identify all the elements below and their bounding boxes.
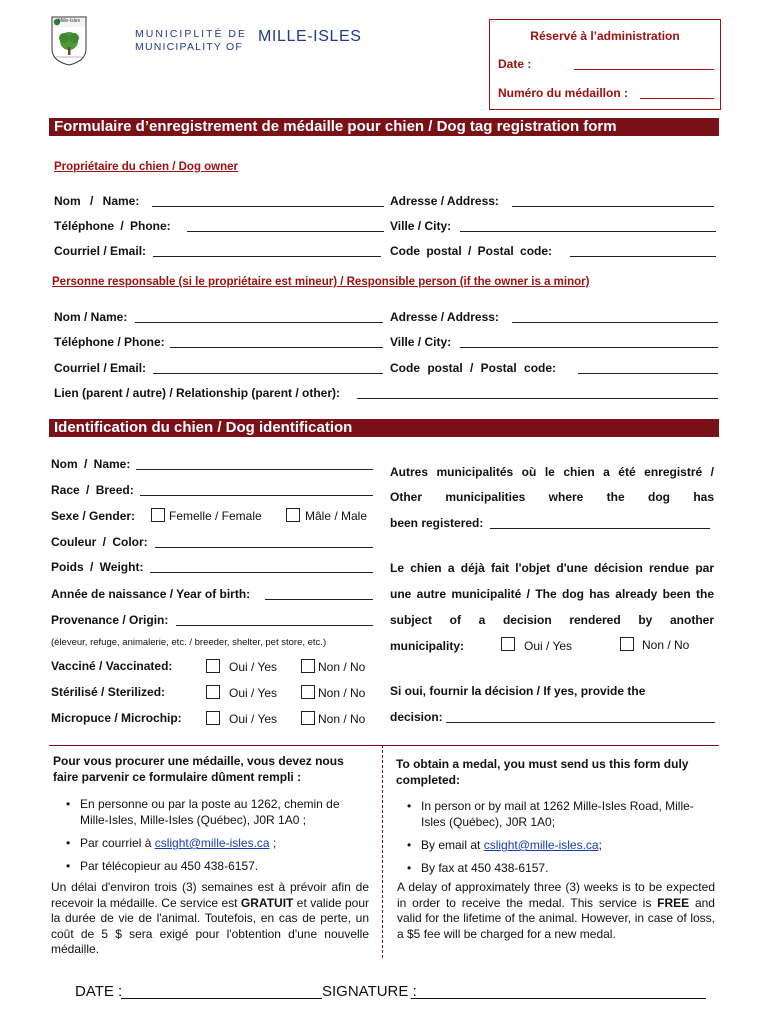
dog-weight-field[interactable] (150, 572, 373, 573)
female-checkbox[interactable] (151, 508, 165, 522)
sterilized-no-label: Non / No (318, 686, 366, 700)
owner-section-title: Propriétaire du chien / Dog owner (54, 161, 239, 173)
resp-phone-label: Téléphone / Phone: (54, 335, 165, 349)
microchip-yes-checkbox[interactable] (206, 711, 220, 725)
owner-email-label: Courriel / Email: (54, 244, 147, 258)
male-checkbox[interactable] (286, 508, 300, 522)
instructions-top-rule (49, 745, 719, 746)
dog-name-field[interactable] (136, 469, 373, 470)
dog-sex-label: Sexe / Gender: (51, 509, 136, 523)
resp-name-field[interactable] (135, 322, 383, 323)
decision-yes-label: Oui / Yes (524, 639, 573, 653)
dog-origin-label: Provenance / Origin: (51, 613, 169, 627)
owner-email-field[interactable] (153, 256, 381, 257)
dog-color-field[interactable] (155, 547, 373, 548)
resp-phone-field[interactable] (170, 347, 383, 348)
date-field[interactable] (121, 998, 322, 999)
logo-caption: Mille-Isles (57, 18, 81, 24)
provide-line2: decision: (390, 710, 443, 724)
dog-section-title: Identification du chien / Dog identification (49, 419, 719, 437)
decision-line4: municipality: (390, 639, 465, 653)
other-muni-field[interactable] (490, 528, 710, 529)
vaccinated-no-checkbox[interactable] (301, 659, 315, 673)
female-label: Femelle / Female (169, 509, 262, 523)
responsible-section-title: Personne responsable (si le propriétaire est mineur) / Responsible person (if the owner is a minor) (52, 276, 590, 288)
provide-line1: Si oui, fournir la décision / If yes, provide the (390, 684, 646, 698)
other-muni-line1: Autres municipalités où le chien a été enregistré / (390, 465, 714, 479)
admin-medal-field[interactable] (640, 98, 714, 99)
signature-field[interactable] (411, 998, 706, 999)
decision-yes-checkbox[interactable] (501, 637, 515, 651)
provide-field[interactable] (446, 722, 715, 723)
resp-email-field[interactable] (153, 373, 383, 374)
decision-line1: Le chien a déjà fait l'objet d'une décision rendue par (390, 561, 714, 575)
resp-address-label: Adresse / Address: (390, 310, 499, 324)
microchip-no-label: Non / No (318, 712, 366, 726)
other-muni-line2: Other municipalities where the dog has (390, 490, 714, 504)
dog-weight-label: Poids / Weight: (51, 560, 144, 574)
resp-city-label: Ville / City: (390, 335, 452, 349)
instructions-fr-item: • Par courriel à cslight@mille-isles.ca ; (64, 835, 364, 851)
other-muni-line3: been registered: (390, 516, 484, 530)
vaccinated-yes-checkbox[interactable] (206, 659, 220, 673)
dog-year-field[interactable] (265, 599, 373, 600)
instructions-en-item: • By fax at 450 438-6157. (405, 860, 705, 876)
male-label: Mâle / Male (305, 509, 368, 523)
resp-email-label: Courriel / Email: (54, 361, 147, 375)
instructions-fr-item: • Par télécopieur au 450 438-6157. (64, 858, 364, 874)
municipality-name: MILLE-ISLES (258, 28, 362, 45)
decision-no-label: Non / No (642, 638, 690, 652)
decision-line2: une autre municipalité / The dog has already been the (390, 587, 714, 601)
dog-origin-note: (éleveur, refuge, animalerie, etc. / breeder, shelter, pet store, etc.) (51, 637, 327, 648)
dog-origin-field[interactable] (176, 625, 373, 626)
sterilized-yes-checkbox[interactable] (206, 685, 220, 699)
vaccinated-label: Vacciné / Vaccinated: (51, 659, 173, 673)
email-link-fr[interactable]: cslight@mille-isles.ca (154, 836, 270, 850)
owner-phone-field[interactable] (187, 231, 384, 232)
owner-city-label: Ville / City: (390, 219, 452, 233)
resp-address-field[interactable] (512, 322, 718, 323)
resp-relationship-label: Lien (parent / autre) / Relationship (parent / other): (54, 386, 341, 400)
sterilized-label: Stérilisé / Sterilized: (51, 685, 166, 699)
email-link-en[interactable]: cslight@mille-isles.ca (483, 838, 599, 852)
signature-label: SIGNATURE : (322, 983, 417, 1000)
dog-year-label: Année de naissance / Year of birth: (51, 587, 251, 601)
municipality-en: MUNICIPALITY OF (135, 41, 244, 53)
instructions-en-heading: To obtain a medal, you must send us this form duly completed: (396, 757, 689, 787)
owner-address-field[interactable] (512, 206, 714, 207)
owner-postal-field[interactable] (570, 256, 716, 257)
instructions-en-paragraph: A delay of approximately three (3) weeks is to be expected in order to receive the medal. This service is FREE and valid for the lifetime of the animal. However, in case of loss, a $5 fee will be charged for a new medal. (397, 880, 715, 941)
dog-breed-field[interactable] (140, 495, 373, 496)
instructions-en-list (405, 798, 705, 883)
sterilized-no-checkbox[interactable] (301, 685, 315, 699)
owner-name-label: Nom / Name: (54, 194, 140, 208)
instructions-en-item: • By email at cslight@mille-isles.ca; (405, 837, 705, 853)
instructions-fr-item: • En personne ou par la poste au 1262, chemin de Mille-Isles, Mille-Isles (Québec), J0R 1A0 ; (64, 796, 364, 828)
admin-medal-label: Numéro du médaillon : (498, 86, 629, 100)
vaccinated-no-label: Non / No (318, 660, 366, 674)
owner-phone-label: Téléphone / Phone: (54, 219, 171, 233)
decision-no-checkbox[interactable] (620, 637, 634, 651)
decision-line3: subject of a decision rendered by another (390, 613, 714, 627)
form-title: Formulaire d’enregistrement de médaille pour chien / Dog tag registration form (49, 118, 719, 136)
microchip-no-checkbox[interactable] (301, 711, 315, 725)
resp-city-field[interactable] (460, 347, 718, 348)
owner-city-field[interactable] (460, 231, 716, 232)
dog-name-label: Nom / Name: (51, 457, 131, 471)
microchip-yes-label: Oui / Yes (229, 712, 278, 726)
owner-address-label: Adresse / Address: (390, 194, 499, 208)
instructions-en-item: • In person or by mail at 1262 Mille-Isles Road, Mille-Isles (Québec), J0R 1A0; (405, 798, 705, 830)
resp-postal-field[interactable] (578, 373, 718, 374)
instructions-fr-list (64, 796, 364, 881)
date-label: DATE : (75, 983, 123, 1000)
admin-title: Réservé à l’administration (530, 29, 680, 43)
instructions-fr-heading: Pour vous procurer une médaille, vous devez nous faire parvenir ce formulaire dûment rempli : (53, 754, 344, 784)
municipality-fr: MUNICIPLITÉ DE (135, 28, 248, 40)
owner-postal-label: Code postal / Postal code: (390, 244, 553, 258)
resp-name-label: Nom / Name: (54, 310, 128, 324)
instructions-divider (382, 745, 383, 958)
admin-date-label: Date : (498, 57, 532, 71)
admin-date-field[interactable] (574, 69, 714, 70)
resp-relationship-field[interactable] (357, 398, 718, 399)
owner-name-field[interactable] (152, 206, 384, 207)
resp-postal-label: Code postal / Postal code: (390, 361, 557, 375)
vaccinated-yes-label: Oui / Yes (229, 660, 278, 674)
sterilized-yes-label: Oui / Yes (229, 686, 278, 700)
instructions-fr-paragraph: Un délai d'environ trois (3) semaines est à prévoir afin de recevoir la médaille. Ce service est GRATUIT et valide pour la durée de vie de l'animal. Toutefois, en cas de perte, un coût de 5 $ sera exigé pour l'obtention d'une nouvelle médaille. (51, 880, 369, 956)
microchip-label: Micropuce / Microchip: (51, 711, 182, 725)
dog-breed-label: Race / Breed: (51, 483, 134, 497)
dog-color-label: Couleur / Color: (51, 535, 148, 549)
